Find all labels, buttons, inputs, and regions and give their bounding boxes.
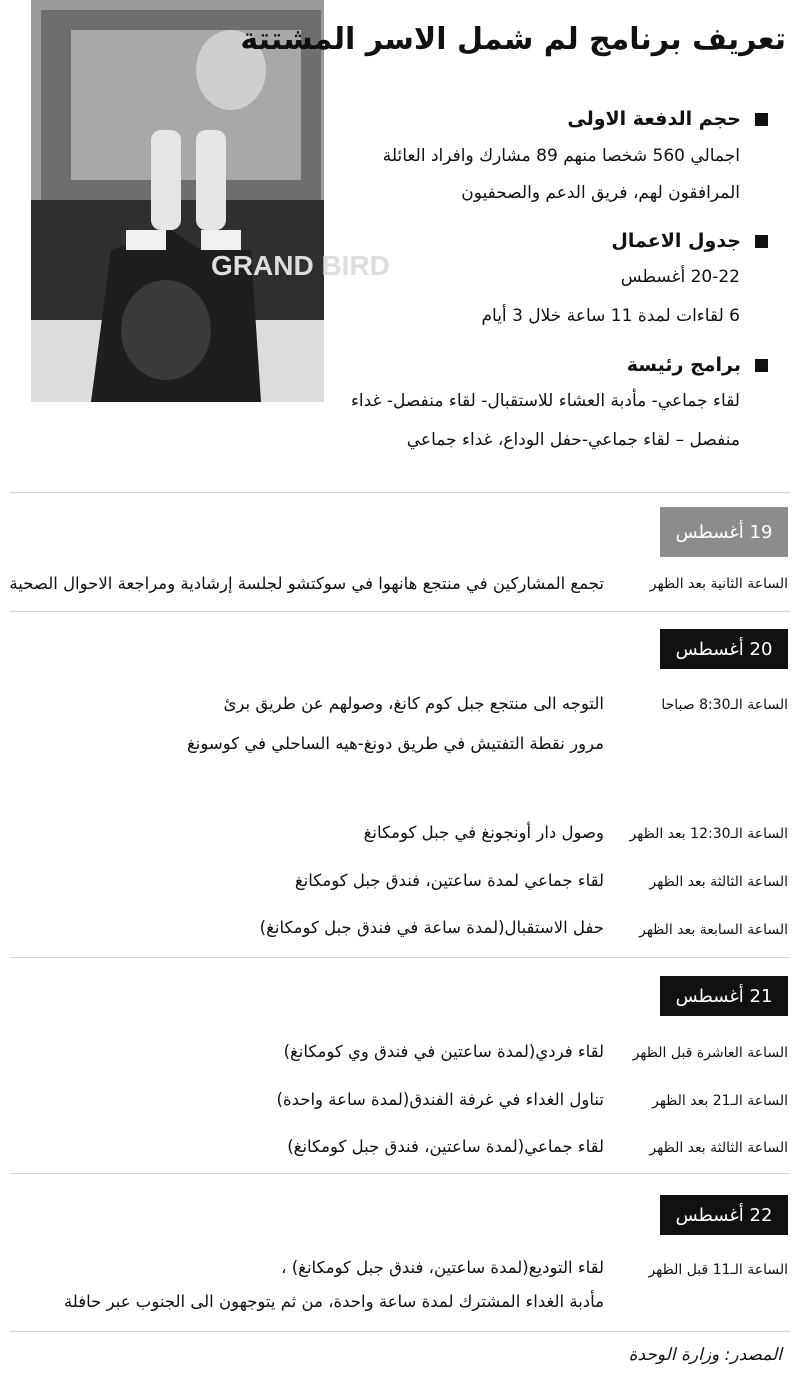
section-line: اجمالي 560 شخصا منهم 89 مشارك وافراد العائلة [382,146,740,166]
section-heading-programs [627,354,768,376]
photo-logo-text: GRAND BIRD [211,250,390,281]
page-title: تعريف برنامج لم شمل الاسر المشتتة [240,22,786,57]
event-text: تجمع المشاركين في منتجع هانهوا في سوكتشو لجلسة إرشادية ومراجعة الاحوال الصحية [9,574,604,593]
section-line: منفصل – لقاء جماعي-حفل الوداع، غداء جماعي [406,430,740,450]
event-time: الساعة الـ8:30 صباحا [661,697,788,713]
source-credit: المصدر: وزارة الوحدة [628,1345,782,1365]
square-bullet-icon [755,113,768,126]
event-time: الساعة السابعة بعد الظهر [638,922,788,938]
divider [10,492,790,493]
photo-illustration [31,0,390,402]
divider [10,611,790,612]
section-line: 6 لقاءات لمدة 11 ساعة خلال 3 أيام [481,306,740,326]
event-time: الساعة الـ11 قبل الظهر [648,1262,788,1278]
event-text: لقاء التوديع(لمدة ساعتين، فندق جبل كومكانغ) ، [281,1258,604,1277]
section-line: 20-22 أغسطس [620,267,740,287]
event-text: تناول الغداء في غرفة الفندق(لمدة ساعة واحدة) [276,1090,604,1109]
event-time: الساعة الـ12:30 بعد الظهر [629,826,788,842]
section-heading-text: برامج رئيسة [626,354,741,376]
divider [10,957,790,958]
section-heading-text: حجم الدفعة الاولى [567,108,741,130]
event-time: الساعة الثالثة بعد الظهر [649,1140,788,1156]
event-time: الساعة العاشرة قبل الظهر [632,1045,788,1061]
section-line: المرافقون لهم، فريق الدعم والصحفيون [461,183,740,203]
square-bullet-icon [755,235,768,248]
day-label-21: 21 أغسطس [660,976,788,1016]
event-text: مأدبة الغداء المشترك لمدة ساعة واحدة، من ثم يتوجهون الى الجنوب عبر حافلة [63,1292,604,1311]
day-label-19: 19 أغسطس [660,507,788,557]
event-text: التوجه الى منتجع جبل كوم كانغ، وصولهم عن طريق برئ [223,694,604,713]
event-text: لقاء جماعي(لمدة ساعتين، فندق جبل كومكانغ) [287,1137,604,1156]
square-bullet-icon [755,359,768,372]
section-heading-batch [567,108,768,130]
section-line: لقاء جماعي- مأدبة العشاء للاستقبال- لقاء منفصل- غداء [350,391,740,411]
event-time: الساعة الثالثة بعد الظهر [649,874,788,890]
divider [10,1173,790,1174]
divider [10,1331,790,1332]
event-text: لقاء جماعي لمدة ساعتين، فندق جبل كومكانغ [294,871,604,890]
event-text: مرور نقطة التفتيش في طريق دونغ-هيه الساحلي في كوسونغ [186,734,604,753]
event-text: وصول دار أونجونغ في جبل كومكانغ [363,823,604,842]
day-label-20: 20 أغسطس [660,629,788,669]
news-photo [31,0,390,402]
event-time: الساعة الثانية بعد الظهر [649,576,788,592]
event-text: لقاء فردي(لمدة ساعتين في فندق وي كومكانغ) [283,1042,604,1061]
event-text: حفل الاستقبال(لمدة ساعة في فندق جبل كومكانغ) [259,918,604,937]
section-heading-text: جدول الاعمال [611,230,741,252]
event-time: الساعة الـ21 بعد الظهر [651,1093,788,1109]
day-label-22: 22 أغسطس [660,1195,788,1235]
section-heading-agenda [611,230,768,252]
